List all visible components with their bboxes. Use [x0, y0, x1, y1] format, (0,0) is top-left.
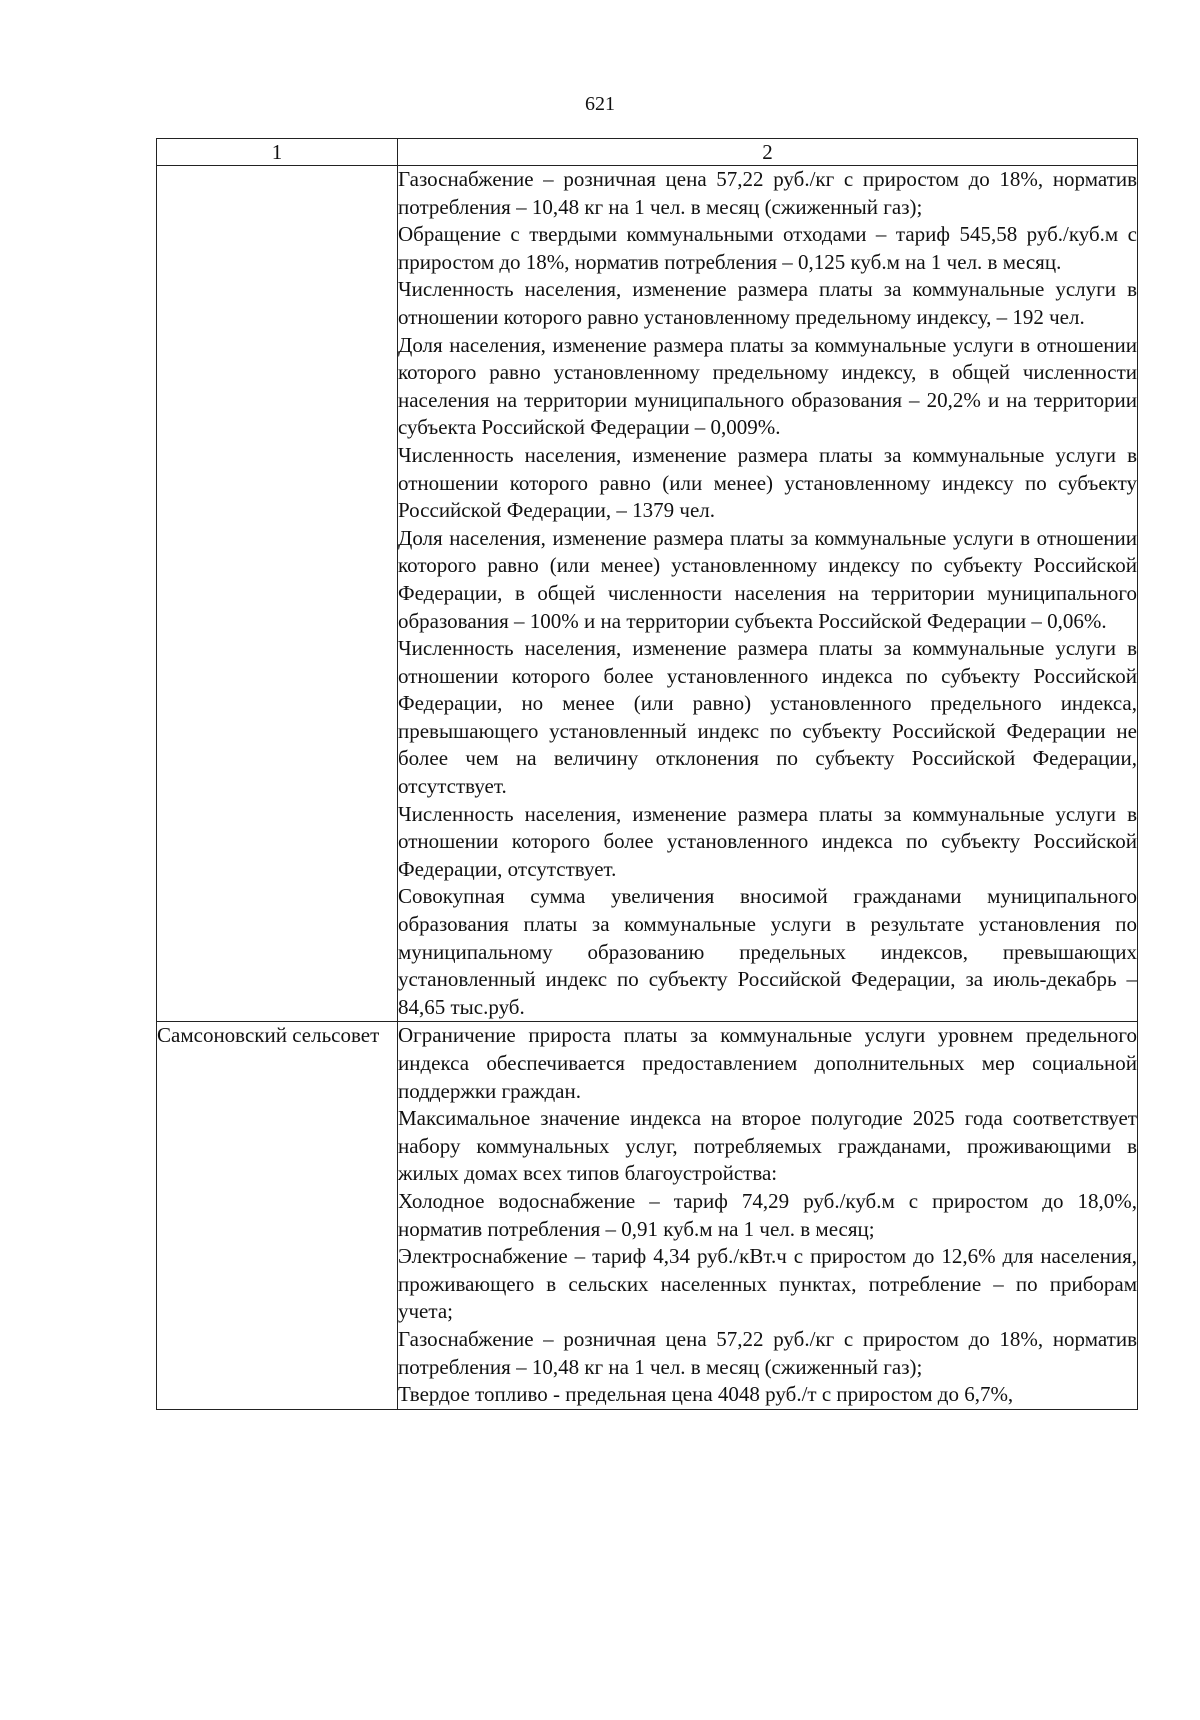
- paragraph: Ограничение прироста платы за коммунальные услуги уровнем предельного индекса обеспечивается предоставлением дополнительных мер социальной поддержки граждан.: [398, 1023, 1137, 1103]
- paragraph: Доля населения, изменение размера платы за коммунальные услуги в отношении которого равно установленному предельному индексу, в общей численности населения на территории муниципального образования – 20,2% и на территории субъекта Российской Федерации – 0,009%.: [398, 332, 1137, 440]
- paragraph: Совокупная сумма увеличения вносимой гражданами муниципального образования платы за коммунальные услуги в результате установления по муниципальному образованию предельных индексов, превышающих установленный индекс по субъекту Российской Федерации, за июль-декабрь – 84,65 тыс.руб.: [398, 884, 1137, 1019]
- paragraph: Электроснабжение – тариф 4,34 руб./кВт.ч с приростом до 12,6% для населения, проживающего в сельских населенных пунктах, потребление – по приборам учета;: [398, 1244, 1137, 1324]
- document-table: [156, 138, 1138, 1410]
- paragraph: Численность населения, изменение размера платы за коммунальные услуги в отношении которого равно (или менее) установленному индексу по субъекту Российской Федерации, – 1379 чел.: [398, 442, 1137, 523]
- table-row: [157, 166, 1138, 1022]
- paragraph: Максимальное значение индекса на второе полугодие 2025 года соответствует набору коммунальных услуг, потребляемых гражданами, проживающими в жилых домах всех типов благоустройства:: [398, 1106, 1137, 1186]
- paragraph: Обращение с твердыми коммунальными отходами – тариф 545,58 руб./куб.м с приростом до 18%, норматив потребления – 0,125 куб.м на 1 чел. в месяц.: [398, 222, 1137, 274]
- municipality-name-cell: Самсоновский сельсовет: [157, 1022, 398, 1409]
- column-header-2: 2: [398, 139, 1138, 166]
- paragraph: Доля населения, изменение размера платы за коммунальные услуги в отношении которого равно (или менее) установленному индексу по субъекту Российской Федерации, в общей численности населения на территории муниципального образования – 100% и на территории субъекта Российской Федерации – 0,06%.: [398, 525, 1137, 633]
- page-number: 621: [585, 93, 615, 115]
- paragraph: Численность населения, изменение размера платы за коммунальные услуги в отношении которого более установленного индекса по субъекту Российской Федерации, отсутствует.: [398, 801, 1137, 881]
- paragraph: Холодное водоснабжение – тариф 74,29 руб./куб.м с приростом до 18,0%, норматив потребления – 0,91 куб.м на 1 чел. в месяц;: [398, 1188, 1137, 1241]
- paragraph: Численность населения, изменение размера платы за коммунальные услуги в отношении которого более установленного индекса по субъекту Российской Федерации, но менее (или равно) установленного предельного индекса, превышающего установленный индекс по субъекту Российской Федерации не более чем на величину отклонения по субъекту Российской Федерации, отсутствует.: [398, 636, 1137, 799]
- column-header-1: 1: [157, 139, 398, 166]
- paragraph: Газоснабжение – розничная цена 57,22 руб./кг с приростом до 18%, норматив потребления – 10,48 кг на 1 чел. в месяц (сжиженный газ);: [398, 1326, 1137, 1379]
- paragraph: Твердое топливо - предельная цена 4048 руб./т с приростом до 6,7%,: [398, 1382, 1014, 1407]
- table-header-row: [157, 139, 1138, 166]
- municipality-name-cell: [157, 166, 398, 1022]
- description-cell: [398, 166, 1138, 1022]
- paragraph: Газоснабжение – розничная цена 57,22 руб./кг с приростом до 18%, норматив потребления – 10,48 кг на 1 чел. в месяц (сжиженный газ);: [398, 167, 1137, 219]
- table-row: [157, 1022, 1138, 1409]
- description-cell: [398, 1022, 1138, 1409]
- paragraph: Численность населения, изменение размера платы за коммунальные услуги в отношении которого равно установленному предельному индексу, – 192 чел.: [398, 277, 1137, 329]
